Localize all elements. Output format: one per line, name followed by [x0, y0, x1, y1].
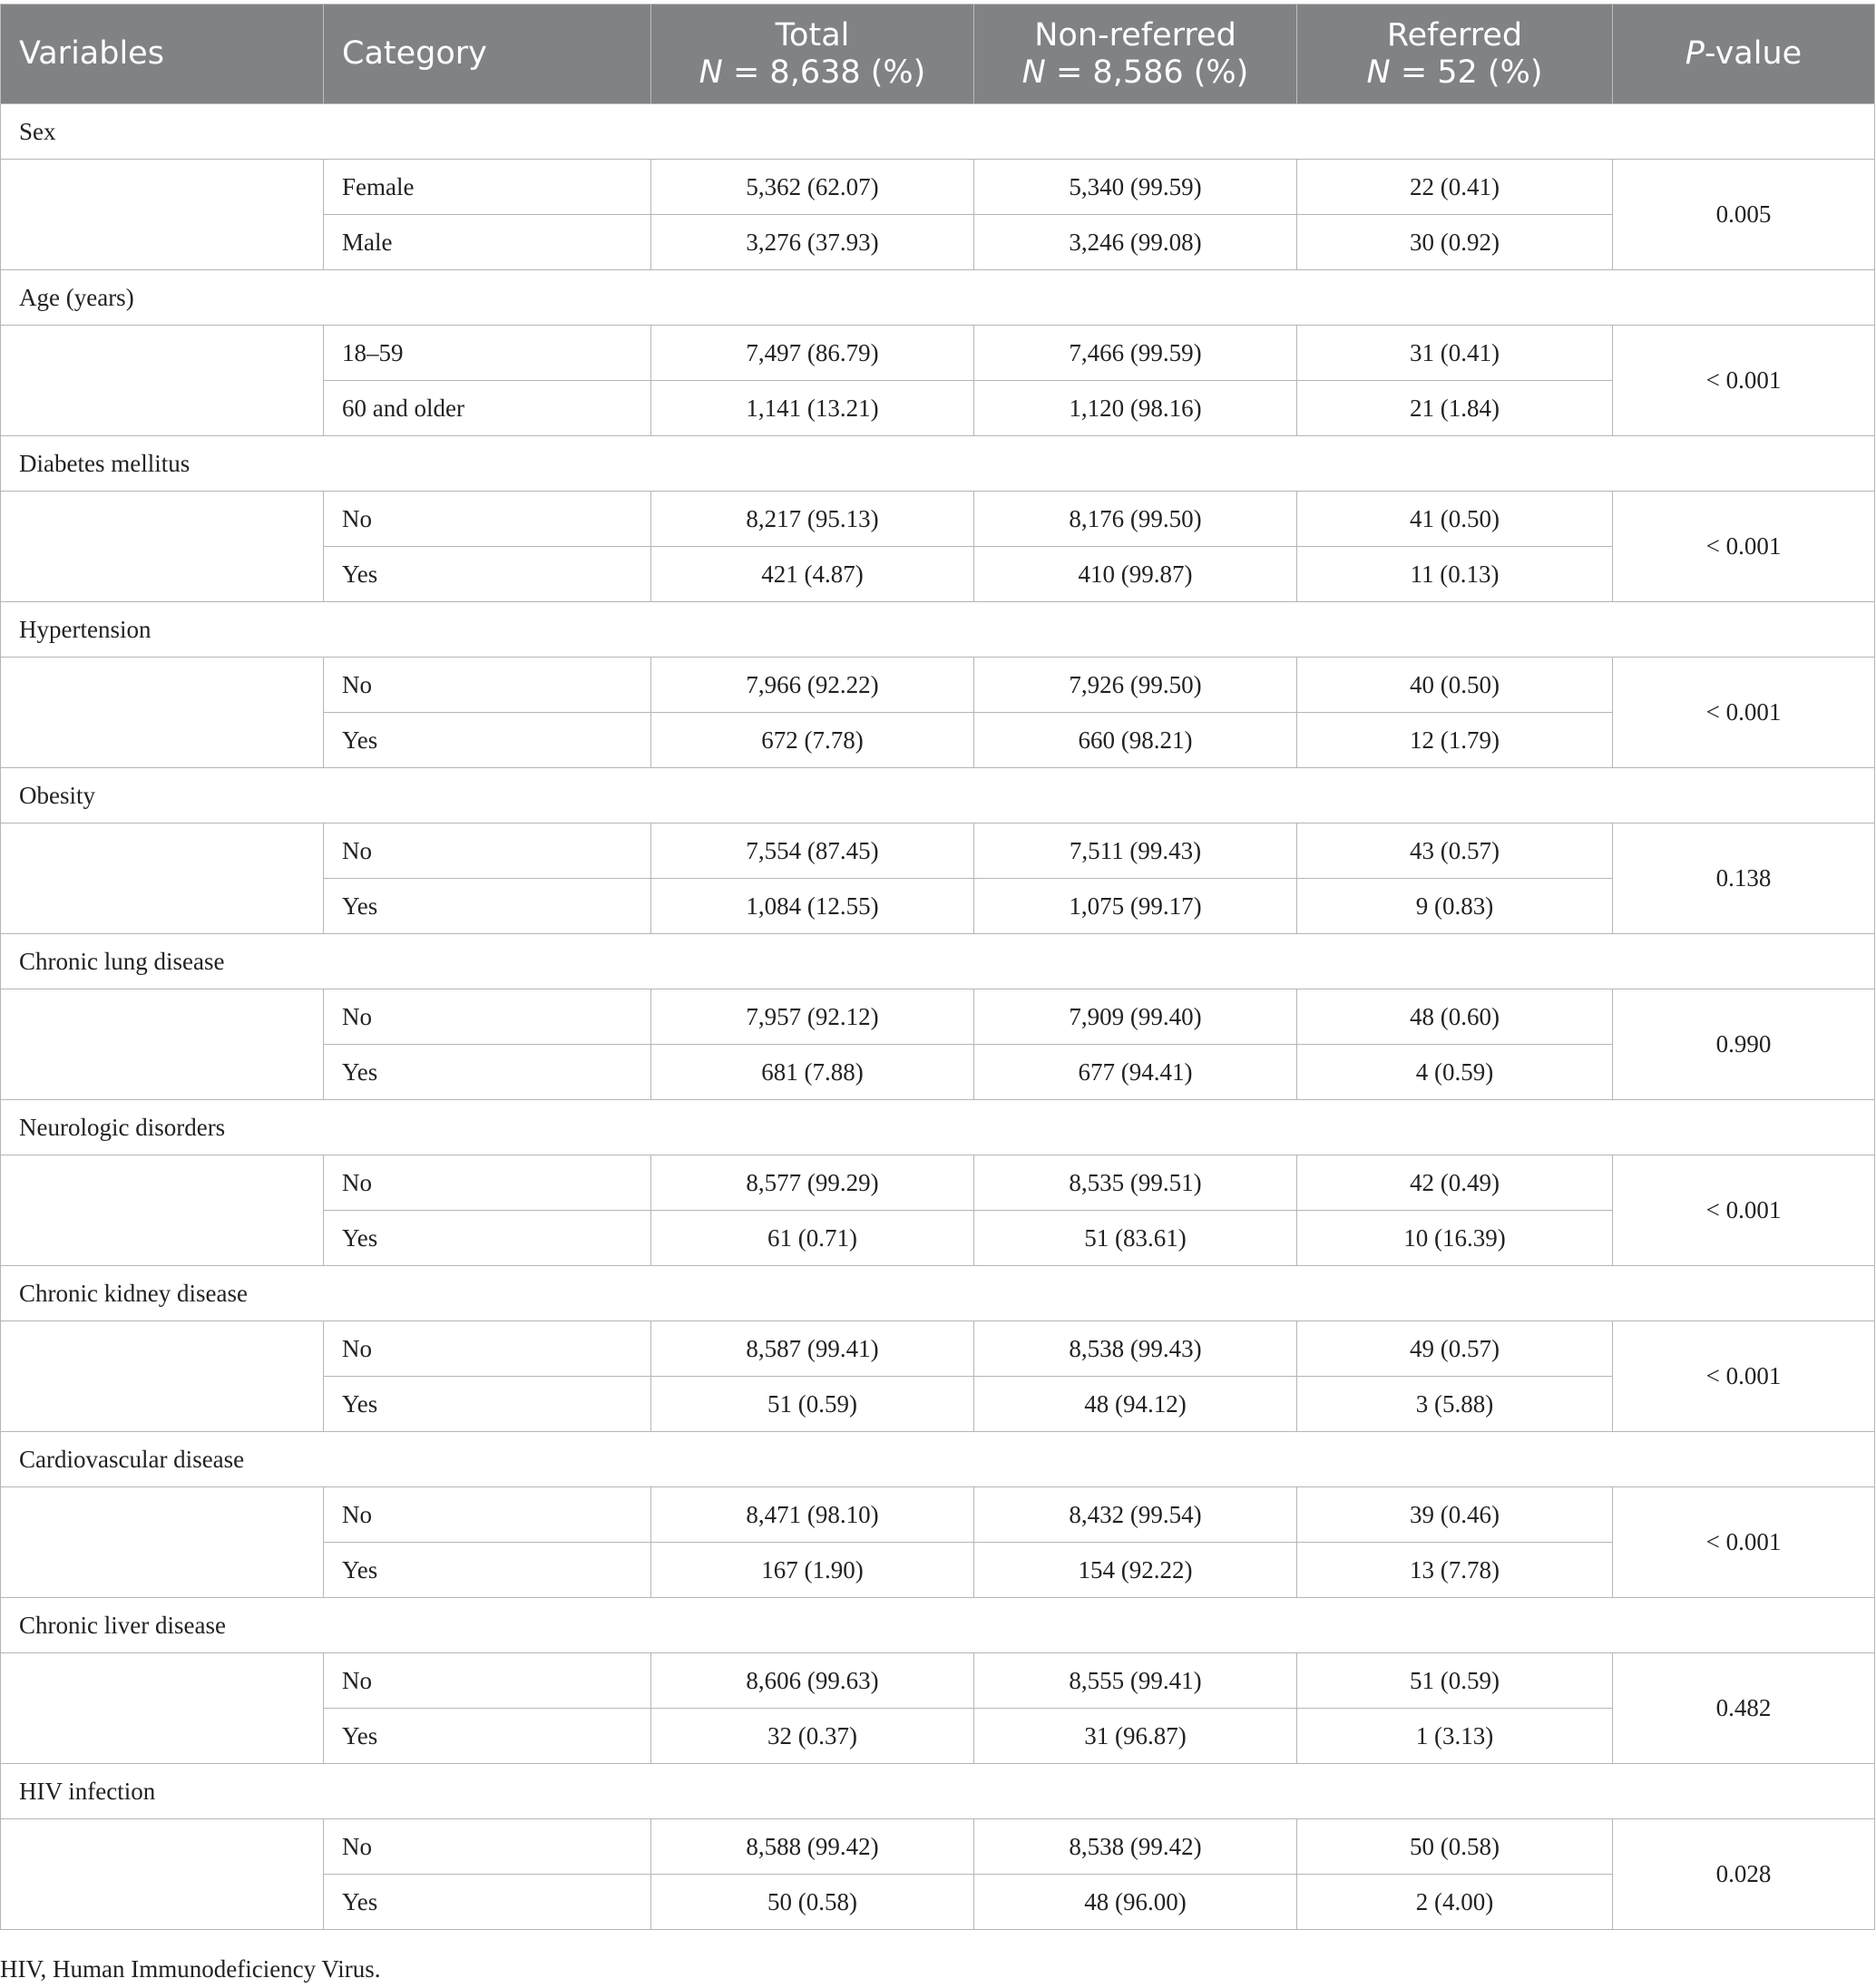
table-row	[1, 1155, 1875, 1211]
header-non-referred	[974, 5, 1297, 104]
total-cell: 7,966 (92.22)	[651, 658, 974, 713]
group-header-row	[1, 270, 1875, 326]
group-header-row	[1, 1100, 1875, 1155]
category-cell: No	[324, 1155, 651, 1211]
category-cell: No	[324, 1653, 651, 1709]
non-referred-cell: 7,511 (99.43)	[974, 823, 1297, 879]
empty-variable-cell	[1, 1487, 324, 1598]
p-value-cell: < 0.001	[1613, 658, 1875, 768]
non-referred-cell: 48 (96.00)	[974, 1875, 1297, 1930]
non-referred-cell: 51 (83.61)	[974, 1211, 1297, 1266]
table-row	[1, 658, 1875, 713]
non-referred-cell: 3,246 (99.08)	[974, 215, 1297, 270]
empty-variable-cell	[1, 1819, 324, 1930]
table-row	[1, 1321, 1875, 1377]
empty-variable-cell	[1, 326, 324, 436]
non-referred-cell: 410 (99.87)	[974, 547, 1297, 602]
total-cell: 7,957 (92.12)	[651, 989, 974, 1045]
total-cell: 61 (0.71)	[651, 1211, 974, 1266]
referred-cell: 13 (7.78)	[1297, 1543, 1613, 1598]
category-cell: Yes	[324, 1377, 651, 1432]
non-referred-cell: 7,466 (99.59)	[974, 326, 1297, 381]
variable-name: Neurologic disorders	[1, 1100, 1875, 1155]
total-cell: 32 (0.37)	[651, 1709, 974, 1764]
referred-cell: 39 (0.46)	[1297, 1487, 1613, 1543]
referred-cell: 11 (0.13)	[1297, 547, 1613, 602]
empty-variable-cell	[1, 658, 324, 768]
empty-variable-cell	[1, 492, 324, 602]
referred-cell: 42 (0.49)	[1297, 1155, 1613, 1211]
header-referred	[1297, 5, 1613, 104]
header-variables: Variables	[1, 5, 324, 104]
referred-cell: 3 (5.88)	[1297, 1377, 1613, 1432]
variable-name: Cardiovascular disease	[1, 1432, 1875, 1487]
header-referred-title: Referred	[1386, 16, 1523, 54]
header-category: Category	[324, 5, 651, 104]
non-referred-cell: 154 (92.22)	[974, 1543, 1297, 1598]
referred-cell: 1 (3.13)	[1297, 1709, 1613, 1764]
header-referred-n-value: = 52 (%)	[1390, 54, 1543, 91]
table-row	[1, 326, 1875, 381]
variable-name: HIV infection	[1, 1764, 1875, 1819]
group-header-row	[1, 1432, 1875, 1487]
total-cell: 7,554 (87.45)	[651, 823, 974, 879]
category-cell: No	[324, 1321, 651, 1377]
group-header-row	[1, 104, 1875, 160]
referred-cell: 40 (0.50)	[1297, 658, 1613, 713]
table-row	[1, 1819, 1875, 1875]
header-total-title: Total	[775, 16, 850, 54]
total-cell: 5,362 (62.07)	[651, 160, 974, 215]
table-row	[1, 160, 1875, 215]
group-header-row	[1, 1764, 1875, 1819]
category-cell: No	[324, 989, 651, 1045]
p-value-cell: 0.990	[1613, 989, 1875, 1100]
header-total-n-letter: N	[699, 54, 723, 91]
table-row	[1, 1653, 1875, 1709]
referred-cell: 49 (0.57)	[1297, 1321, 1613, 1377]
variable-name: Chronic kidney disease	[1, 1266, 1875, 1321]
variable-name: Sex	[1, 104, 1875, 160]
variable-name: Chronic liver disease	[1, 1598, 1875, 1653]
non-referred-cell: 8,535 (99.51)	[974, 1155, 1297, 1211]
category-cell: Yes	[324, 547, 651, 602]
p-value-cell: 0.482	[1613, 1653, 1875, 1764]
p-value-cell: 0.005	[1613, 160, 1875, 270]
total-cell: 8,587 (99.41)	[651, 1321, 974, 1377]
category-cell: Yes	[324, 1211, 651, 1266]
category-cell: 60 and older	[324, 381, 651, 436]
header-row	[1, 5, 1875, 104]
total-cell: 8,588 (99.42)	[651, 1819, 974, 1875]
referred-cell: 31 (0.41)	[1297, 326, 1613, 381]
referred-cell: 12 (1.79)	[1297, 713, 1613, 768]
category-cell: Yes	[324, 713, 651, 768]
group-header-row	[1, 934, 1875, 989]
variable-name: Age (years)	[1, 270, 1875, 326]
category-cell: No	[324, 823, 651, 879]
header-non-referred-title: Non-referred	[1034, 16, 1236, 54]
p-value-cell: < 0.001	[1613, 326, 1875, 436]
category-cell: Female	[324, 160, 651, 215]
non-referred-cell: 1,075 (99.17)	[974, 879, 1297, 934]
table-row	[1, 823, 1875, 879]
non-referred-cell: 8,432 (99.54)	[974, 1487, 1297, 1543]
total-cell: 1,084 (12.55)	[651, 879, 974, 934]
variable-name: Hypertension	[1, 602, 1875, 658]
p-value-cell: < 0.001	[1613, 1155, 1875, 1266]
p-value-cell: 0.028	[1613, 1819, 1875, 1930]
total-cell: 421 (4.87)	[651, 547, 974, 602]
variable-name: Obesity	[1, 768, 1875, 823]
referred-cell: 41 (0.50)	[1297, 492, 1613, 547]
category-cell: Yes	[324, 1543, 651, 1598]
table-header	[1, 5, 1875, 104]
total-cell: 8,577 (99.29)	[651, 1155, 974, 1211]
category-cell: No	[324, 1819, 651, 1875]
referred-cell: 10 (16.39)	[1297, 1211, 1613, 1266]
header-non-referred-n-value: = 8,586 (%)	[1045, 54, 1249, 91]
non-referred-cell: 7,909 (99.40)	[974, 989, 1297, 1045]
group-header-row	[1, 1266, 1875, 1321]
header-non-referred-n-letter: N	[1021, 54, 1046, 91]
category-cell: Yes	[324, 879, 651, 934]
total-cell: 8,606 (99.63)	[651, 1653, 974, 1709]
category-cell: Male	[324, 215, 651, 270]
empty-variable-cell	[1, 1321, 324, 1432]
group-header-row	[1, 768, 1875, 823]
referred-cell: 4 (0.59)	[1297, 1045, 1613, 1100]
header-p-value	[1613, 5, 1875, 104]
table-body	[1, 104, 1875, 1930]
empty-variable-cell	[1, 1155, 324, 1266]
p-value-cell: < 0.001	[1613, 1321, 1875, 1432]
header-total-n-value: = 8,638 (%)	[722, 54, 926, 91]
p-value-cell: 0.138	[1613, 823, 1875, 934]
non-referred-cell: 8,555 (99.41)	[974, 1653, 1297, 1709]
non-referred-cell: 31 (96.87)	[974, 1709, 1297, 1764]
referred-cell: 21 (1.84)	[1297, 381, 1613, 436]
p-value-cell: < 0.001	[1613, 1487, 1875, 1598]
referred-cell: 50 (0.58)	[1297, 1819, 1613, 1875]
total-cell: 51 (0.59)	[651, 1377, 974, 1432]
referred-cell: 22 (0.41)	[1297, 160, 1613, 215]
category-cell: Yes	[324, 1875, 651, 1930]
non-referred-cell: 1,120 (98.16)	[974, 381, 1297, 436]
empty-variable-cell	[1, 1653, 324, 1764]
non-referred-cell: 8,176 (99.50)	[974, 492, 1297, 547]
non-referred-cell: 5,340 (99.59)	[974, 160, 1297, 215]
empty-variable-cell	[1, 160, 324, 270]
header-total	[651, 5, 974, 104]
non-referred-cell: 7,926 (99.50)	[974, 658, 1297, 713]
table-row	[1, 989, 1875, 1045]
total-cell: 3,276 (37.93)	[651, 215, 974, 270]
table-footnote: HIV, Human Immunodeficiency Virus.	[0, 1955, 381, 1983]
total-cell: 8,217 (95.13)	[651, 492, 974, 547]
non-referred-cell: 660 (98.21)	[974, 713, 1297, 768]
non-referred-cell: 677 (94.41)	[974, 1045, 1297, 1100]
total-cell: 681 (7.88)	[651, 1045, 974, 1100]
referral-characteristics-table	[0, 4, 1875, 1930]
referred-cell: 48 (0.60)	[1297, 989, 1613, 1045]
header-p-rest: -value	[1704, 35, 1803, 72]
total-cell: 167 (1.90)	[651, 1543, 974, 1598]
category-cell: Yes	[324, 1709, 651, 1764]
category-cell: Yes	[324, 1045, 651, 1100]
referred-cell: 43 (0.57)	[1297, 823, 1613, 879]
variable-name: Chronic lung disease	[1, 934, 1875, 989]
referred-cell: 30 (0.92)	[1297, 215, 1613, 270]
total-cell: 50 (0.58)	[651, 1875, 974, 1930]
referred-cell: 2 (4.00)	[1297, 1875, 1613, 1930]
total-cell: 7,497 (86.79)	[651, 326, 974, 381]
variable-name: Diabetes mellitus	[1, 436, 1875, 492]
non-referred-cell: 8,538 (99.43)	[974, 1321, 1297, 1377]
table-row	[1, 1487, 1875, 1543]
group-header-row	[1, 1598, 1875, 1653]
category-cell: No	[324, 658, 651, 713]
non-referred-cell: 8,538 (99.42)	[974, 1819, 1297, 1875]
header-p-italic: P	[1685, 35, 1705, 72]
total-cell: 672 (7.78)	[651, 713, 974, 768]
empty-variable-cell	[1, 989, 324, 1100]
header-referred-n-letter: N	[1366, 54, 1391, 91]
referred-cell: 9 (0.83)	[1297, 879, 1613, 934]
p-value-cell: < 0.001	[1613, 492, 1875, 602]
table-row	[1, 492, 1875, 547]
category-cell: 18–59	[324, 326, 651, 381]
non-referred-cell: 48 (94.12)	[974, 1377, 1297, 1432]
empty-variable-cell	[1, 823, 324, 934]
group-header-row	[1, 602, 1875, 658]
total-cell: 1,141 (13.21)	[651, 381, 974, 436]
category-cell: No	[324, 1487, 651, 1543]
total-cell: 8,471 (98.10)	[651, 1487, 974, 1543]
referred-cell: 51 (0.59)	[1297, 1653, 1613, 1709]
group-header-row	[1, 436, 1875, 492]
category-cell: No	[324, 492, 651, 547]
